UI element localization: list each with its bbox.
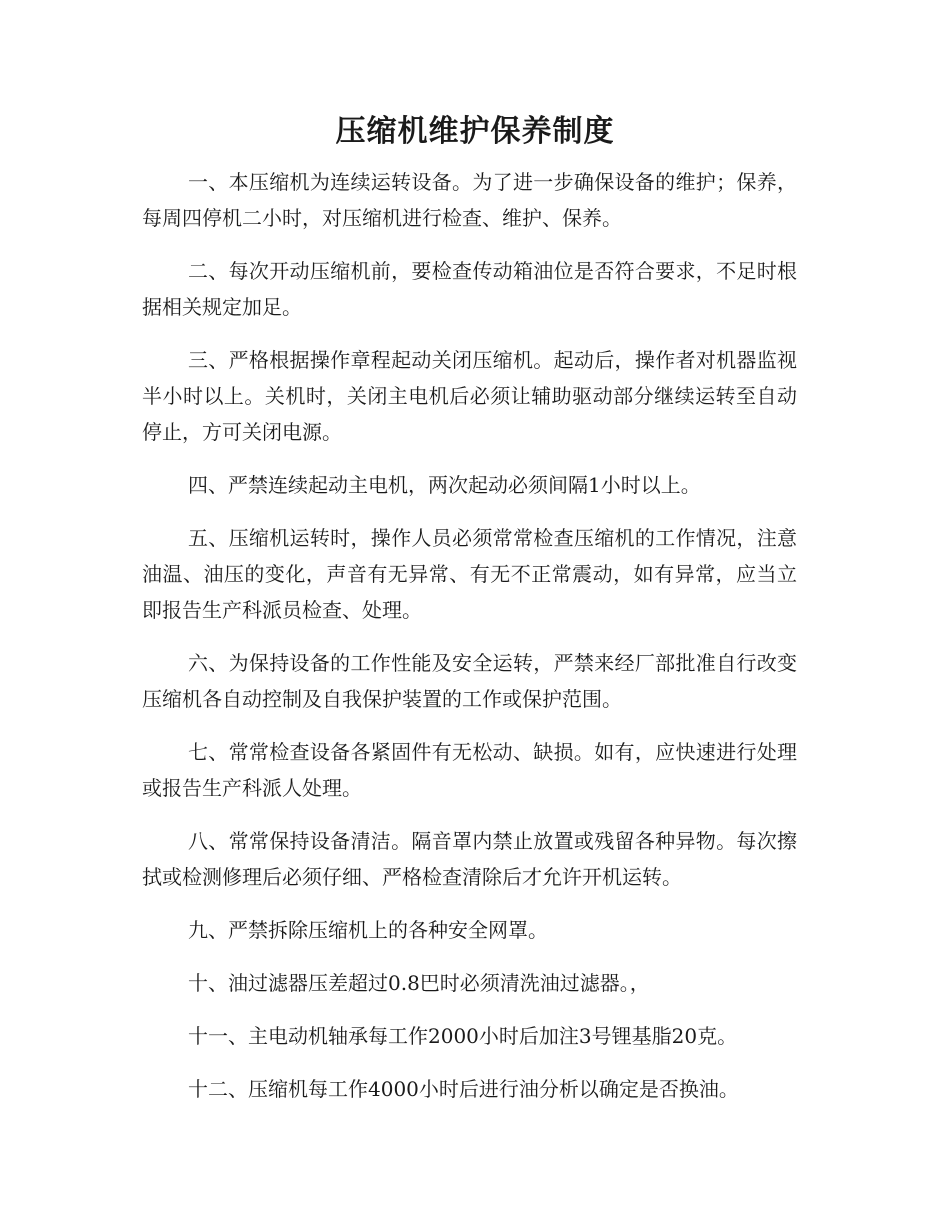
document-title: 压缩机维护保养制度 <box>335 114 615 149</box>
paragraph-5: 五、压缩机运转时，操作人员必须常常检查压缩机的工作情况，注意油温、油压的变化，声音有无异常、有无不正常震动，如有异常，应当立即报告生产科派员检查、处理。 <box>142 526 797 622</box>
paragraph-10: 十、油过滤器压差超过0.8巴时必须清洗油过滤器。， <box>188 971 650 995</box>
paragraph-9: 九、严禁拆除压缩机上的各种安全网罩。 <box>188 918 548 942</box>
paragraph-3: 三、严格根据操作章程起动关闭压缩机。起动后，操作者对机器监视半小时以上。关机时，关闭主电机后必须让辅助驱动部分继续运转至自动停止，方可关闭电源。 <box>142 348 797 444</box>
paragraph-8: 八、常常保持设备清洁。隔音罩内禁止放置或残留各种异物。每次擦拭或检测修理后必须仔细、严格检查清除后才允许开机运转。 <box>142 829 797 889</box>
paragraph-4: 四、严禁连续起动主电机，两次起动必须间隔1小时以上。 <box>188 473 701 497</box>
paragraph-2: 二、每次开动压缩机前，要检查传动箱油位是否符合要求，不足时根据相关规定加足。 <box>142 259 797 319</box>
paragraph-11: 十一、主电动机轴承每工作2000小时后加注3号锂基脂20克。 <box>188 1024 738 1048</box>
paragraph-7: 七、常常检查设备各紧固件有无松动、缺损。如有，应快速进行处理或报告生产科派人处理。 <box>142 740 797 800</box>
paragraph-12: 十二、压缩机每工作4000小时后进行油分析以确定是否换油。 <box>188 1077 739 1101</box>
paragraph-6: 六、为保持设备的工作性能及安全运转，严禁来经厂部批准自行改变压缩机各自动控制及自我保护装置的工作或保护范围。 <box>142 651 797 711</box>
paragraph-1: 一、本压缩机为连续运转设备。为了进一步确保设备的维护；保养，每周四停机二小时，对压缩机进行检查、维护、保养。 <box>142 170 797 230</box>
document-body <box>142 164 797 1124</box>
